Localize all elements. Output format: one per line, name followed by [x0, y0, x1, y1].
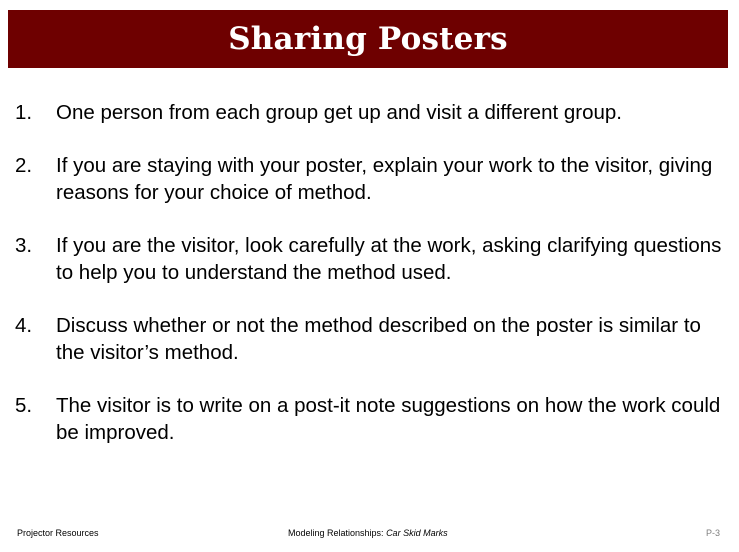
step-number: 2.	[15, 154, 33, 177]
step-number: 1.	[15, 101, 33, 124]
step-text: If you are staying with your poster, explain your work to the visitor, giving reasons for your choice of method.	[56, 154, 713, 204]
step-number: 4.	[15, 314, 33, 337]
step-text: The visitor is to write on a post-it note suggestions on how the work could be improved.	[56, 394, 721, 444]
list-item	[0, 392, 739, 446]
slide-title: Sharing Posters	[228, 21, 508, 57]
list-item	[0, 232, 739, 286]
step-text: If you are the visitor, look carefully at the work, asking clarifying questions to help you to understand the method used.	[56, 234, 722, 284]
footer-lesson-title	[288, 528, 448, 539]
list-item	[0, 312, 739, 366]
step-number: 5.	[15, 394, 33, 417]
footer-lesson-prefix: Modeling Relationships:	[288, 528, 387, 538]
footer-source: Projector Resources	[17, 528, 99, 538]
title-banner	[8, 10, 728, 68]
step-text: Discuss whether or not the method described on the poster is similar to the visitor’s method.	[56, 314, 701, 364]
list-item	[0, 99, 739, 126]
step-number: 3.	[15, 234, 33, 257]
step-text: One person from each group get up and visit a different group.	[56, 101, 623, 124]
list-item	[0, 152, 739, 206]
page-number: P-3	[705, 528, 720, 538]
instruction-list	[0, 99, 739, 472]
footer-lesson-name: Car Skid Marks	[386, 528, 448, 538]
